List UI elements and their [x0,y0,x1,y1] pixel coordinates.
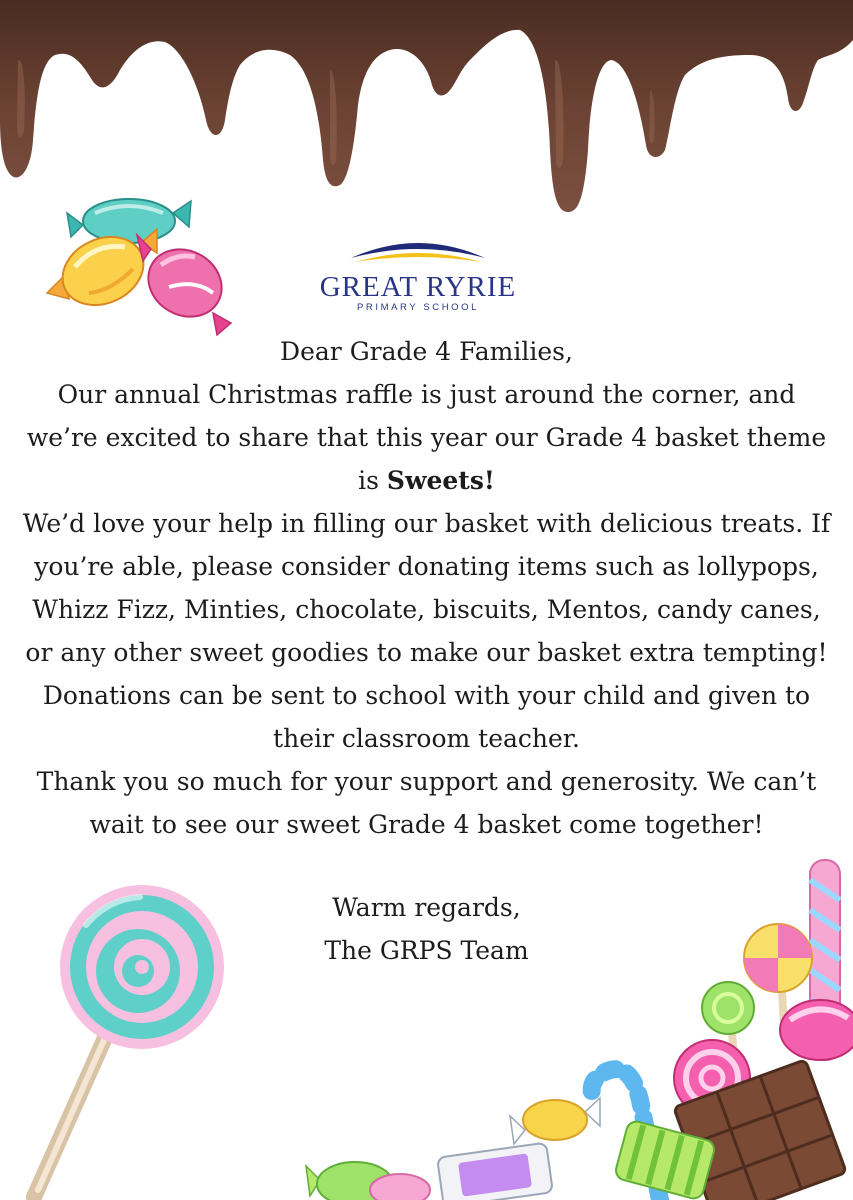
paragraph-thanks: Thank you so much for your support and generosity. We can’t wait to see our sweet Grade 4 basket come together! [36,767,817,839]
theme-emphasis: Sweets! [386,466,495,495]
school-subtitle: PRIMARY SCHOOL [356,302,480,313]
signature: The GRPS Team [324,936,529,965]
paragraph-donations-request: We’d love your help in filling our basket with delicious treats. If you’re able, please consider donating items such as lollypops, Whizz Fizz, Minties, chocolate, biscuits, Mentos, candy canes, or any other sweet goodies to make our basket extra tempting! [22,509,831,667]
chocolate-drip-illustration [0,0,853,220]
signoff: Warm regards, [332,893,521,922]
greeting: Dear Grade 4 Families, [280,337,573,366]
paragraph-raffle-text: Our annual Christmas raffle is just around the corner, and we’re excited to share that this year our Grade 4 basket theme is [26,380,827,495]
swirl-lollipop-illustration [20,885,250,1200]
school-name: GREAT RYRIE [319,271,517,303]
paragraph-donation-instructions: Donations can be sent to school with your child and given to their classroom teacher. [42,681,811,753]
candy-pile-illustration [300,850,853,1200]
wrapped-candies-illustration [45,195,240,340]
paragraph-raffle [20,373,833,502]
logo-arc-icon [343,230,493,264]
school-logo [318,230,518,312]
